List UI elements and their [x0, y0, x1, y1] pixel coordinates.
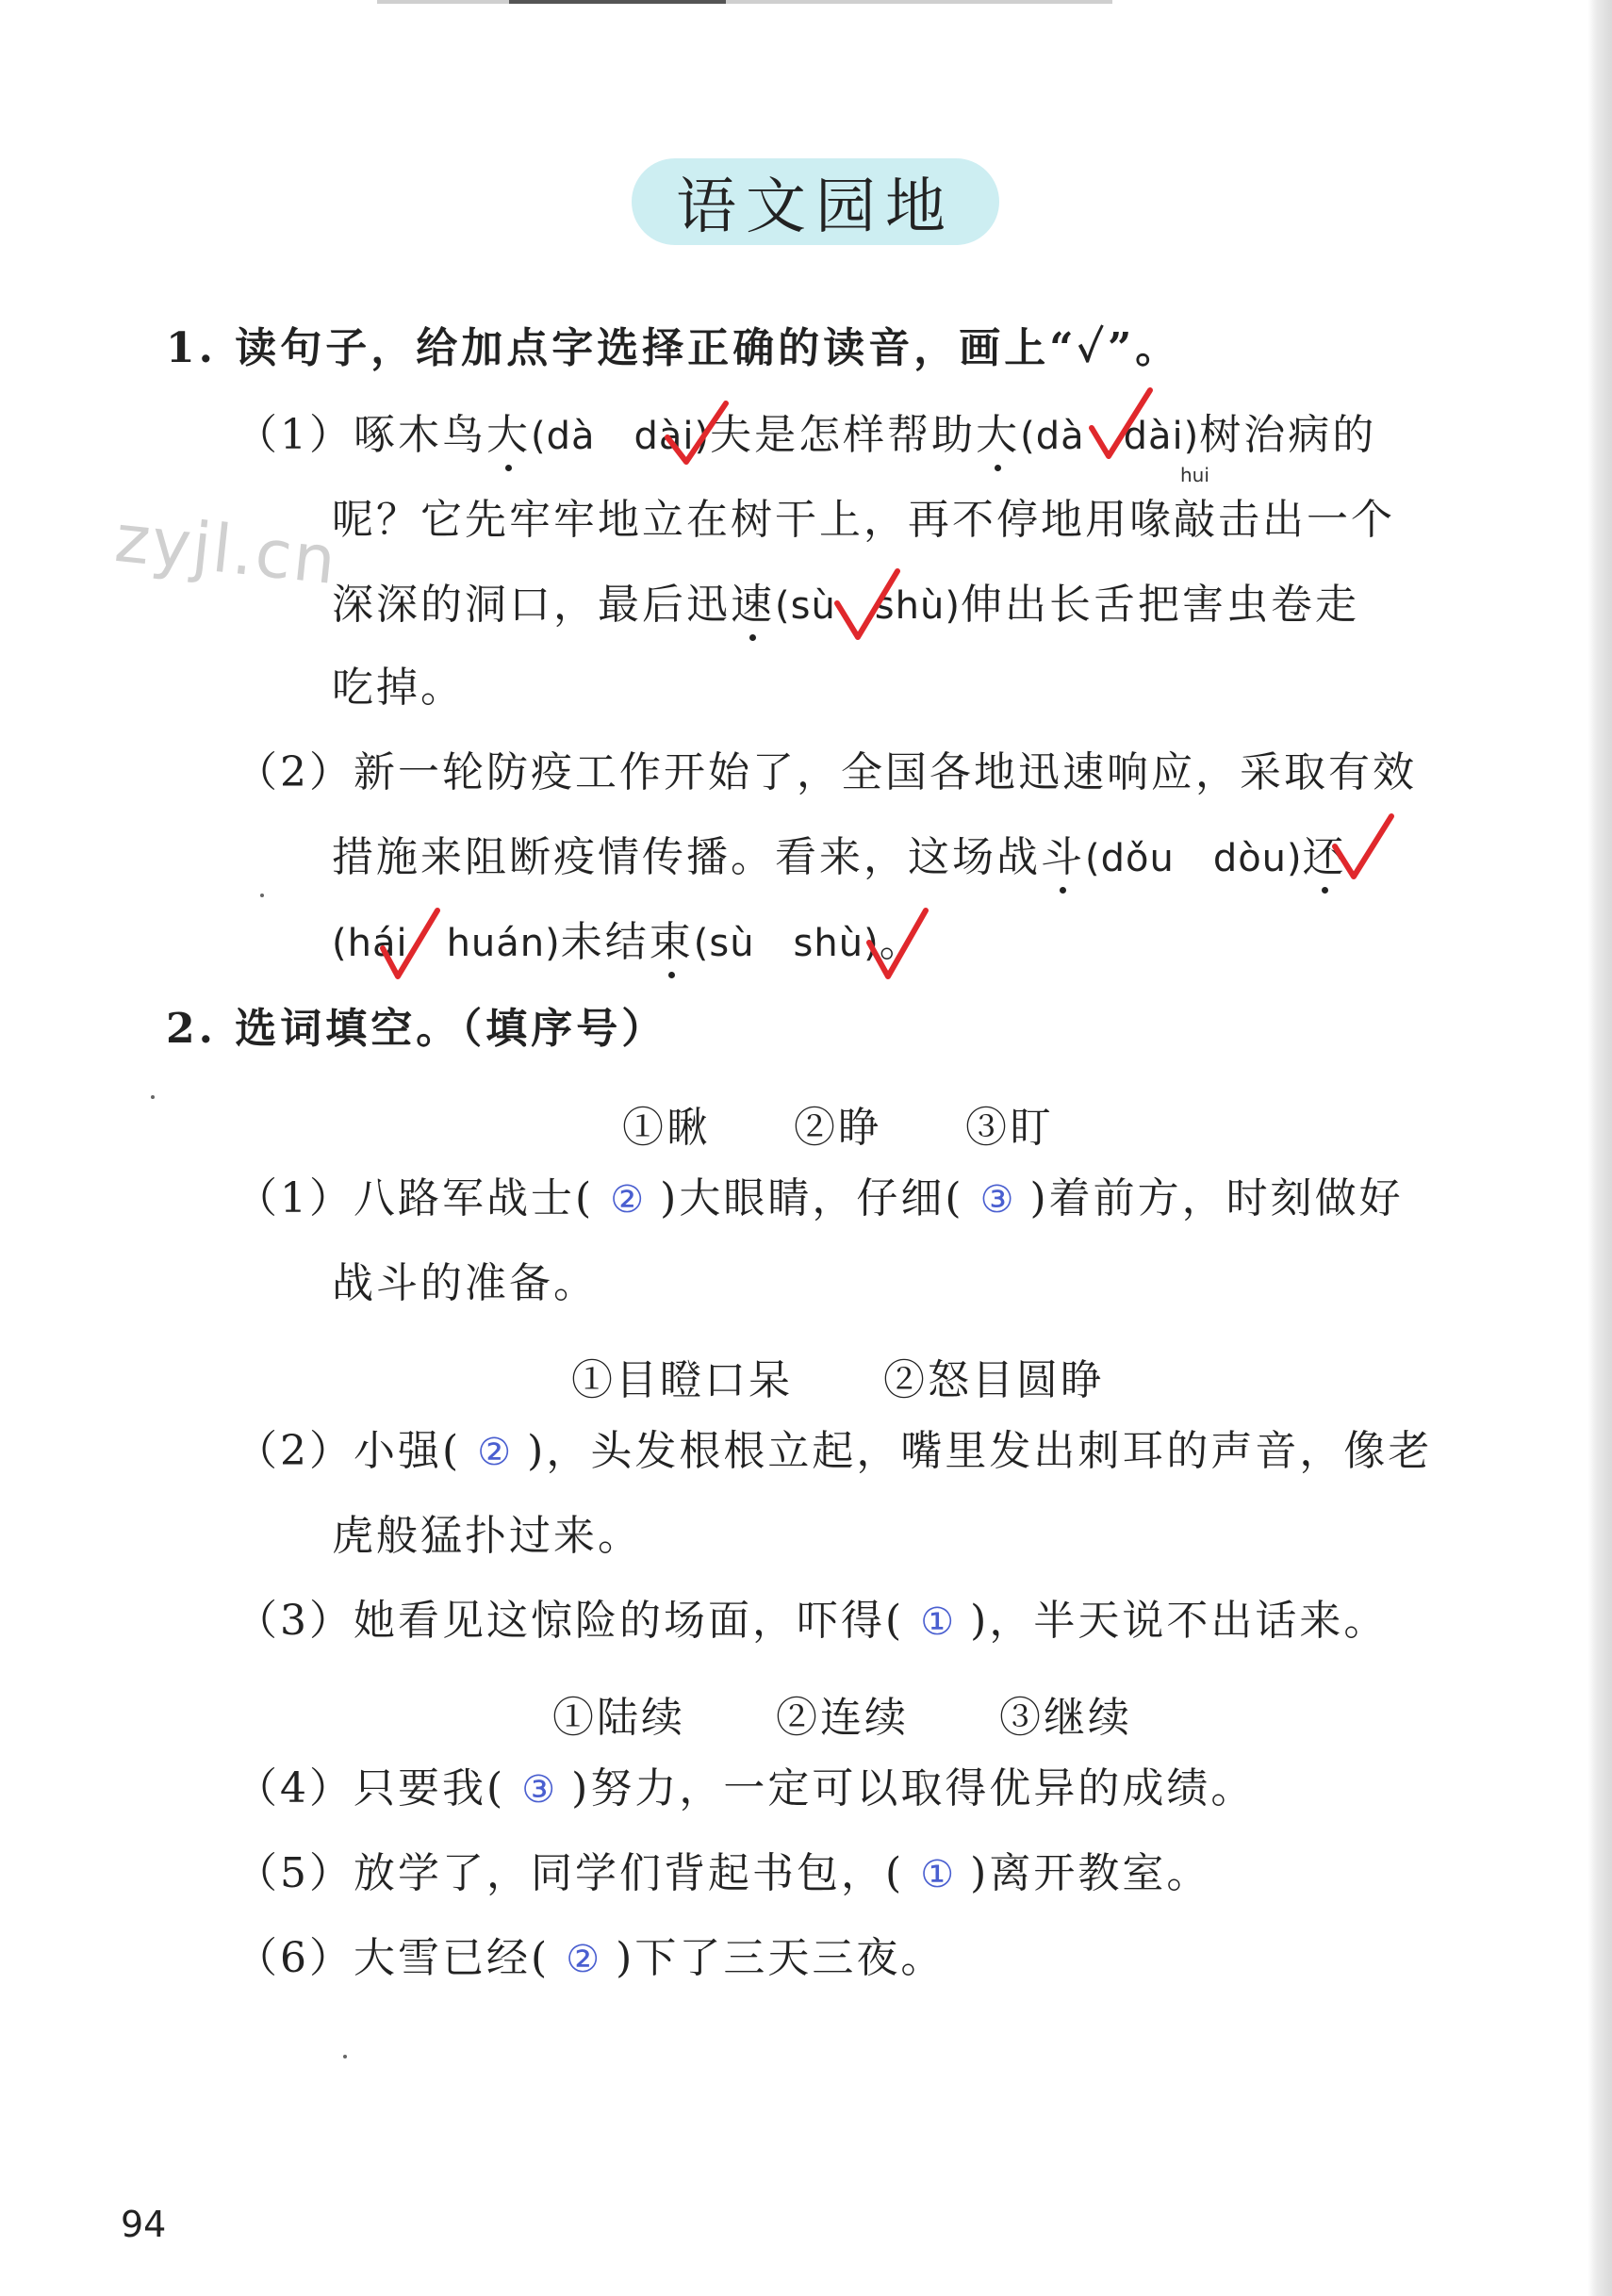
option: ①陆续 — [552, 1694, 685, 1742]
option: ①瞅 — [622, 1104, 711, 1152]
option: ①目瞪口呆 — [571, 1356, 793, 1404]
text: （5）放学了，同学们背起书包，( — [236, 1849, 905, 1897]
text: )着前方，时刻做好 — [1029, 1174, 1404, 1222]
pinyin-hint: hui — [1180, 464, 1209, 486]
text: （1）八路军战士( — [236, 1174, 595, 1222]
answer: ② — [477, 1431, 512, 1474]
q1-p2-line2 — [332, 833, 1347, 881]
word-options-3 — [552, 1683, 1132, 1744]
option: ③盯 — [965, 1104, 1054, 1152]
text: （3）她看见这惊险的场面，吓得( — [236, 1597, 905, 1645]
pinyin-choice: (hái huán) — [332, 922, 561, 965]
check-mark-icon — [375, 905, 447, 986]
answer: ① — [920, 1600, 955, 1644]
pinyin-choice: (sù shù) — [775, 584, 961, 628]
pinyin-choice: (sù shù) — [693, 922, 880, 965]
q2-s2-line1 — [236, 1427, 1433, 1475]
dotted-char: 斗 — [1041, 833, 1085, 881]
text: )下了三天三夜。 — [616, 1934, 946, 1982]
text: 。 — [879, 918, 924, 966]
top-rule-accent — [509, 0, 726, 4]
q2-s3-line1 — [236, 1597, 1389, 1645]
dotted-char: 束 — [649, 918, 694, 966]
text: （6）大雪已经( — [236, 1934, 551, 1982]
word-options-2 — [571, 1346, 1105, 1406]
q1-p1-line2: 呢？它先牢牢地立在树干上，再不停地用喙敲击出一个 — [332, 496, 1395, 544]
text: 未结 — [560, 918, 650, 966]
text: （2）小强( — [236, 1427, 462, 1475]
text: （4）只要我( — [236, 1764, 506, 1812]
check-mark-icon — [862, 905, 933, 986]
answer: ② — [566, 1938, 600, 1981]
answer: ① — [920, 1853, 955, 1896]
text: 夫是怎样帮助 — [710, 411, 977, 459]
text: )，半天说不出话来。 — [970, 1597, 1389, 1645]
question-2-heading: 2. 选词填空。（填序号） — [166, 1005, 667, 1053]
text: )，头发根根立起，嘴里发出刺耳的声音，像老 — [527, 1427, 1433, 1475]
text: 树治病的 — [1199, 411, 1377, 459]
q2-s2-line2: 虎般猛扑过来。 — [332, 1512, 642, 1560]
page-number: 94 — [121, 2204, 167, 2245]
q2-s1-line1 — [236, 1174, 1404, 1222]
speck — [151, 1095, 155, 1099]
dotted-char: 大 — [486, 411, 531, 459]
option: ②睁 — [794, 1104, 882, 1152]
q2-s4 — [236, 1764, 1256, 1812]
option: ②连续 — [776, 1694, 909, 1742]
q1-p1-line4: 吃掉。 — [332, 664, 465, 712]
speck — [260, 894, 264, 897]
check-mark-icon — [1084, 385, 1160, 466]
text: （1）啄木鸟 — [236, 411, 486, 459]
q2-s6 — [236, 1934, 946, 1982]
answer: ③ — [979, 1178, 1014, 1222]
pinyin-choice: (dǒu dòu) — [1085, 837, 1303, 880]
dotted-char: 还 — [1302, 833, 1347, 881]
section-title-banner — [632, 158, 999, 245]
text: )大眼睛，仔细( — [660, 1174, 964, 1222]
text: 措施来阻断疫情传播。看来，这场战 — [332, 833, 1041, 881]
pinyin-choice: (dà dài) — [531, 415, 711, 458]
pinyin-choice: (dà dài) — [1020, 415, 1200, 458]
q2-s1-line2: 战斗的准备。 — [332, 1259, 598, 1307]
answer: ③ — [521, 1768, 556, 1812]
text: 深深的洞口，最后迅 — [332, 581, 731, 629]
text: )努力，一定可以取得优异的成绩。 — [571, 1764, 1256, 1812]
check-mark-icon — [830, 566, 905, 647]
q1-p2-line1: （2）新一轮防疫工作开始了，全国各地迅速响应，采取有效 — [236, 748, 1417, 796]
check-mark-icon — [660, 396, 735, 471]
page-edge — [1587, 0, 1612, 2296]
dotted-char: 速 — [731, 581, 775, 629]
speck — [343, 2055, 347, 2058]
watermark: zyjl.cn — [111, 499, 341, 600]
option: ②怒目圆睁 — [883, 1356, 1105, 1404]
q1-p1-line1 — [236, 411, 1377, 459]
question-1-heading: 1. 读句子，给加点字选择正确的读音，画上“✓”。 — [166, 324, 1181, 372]
section-title: 语文园地 — [676, 172, 955, 242]
word-options-1 — [622, 1093, 1054, 1154]
check-mark-icon — [1327, 811, 1399, 886]
text: )离开教室。 — [970, 1849, 1211, 1897]
top-rule — [377, 0, 1112, 4]
dotted-char: 大 — [976, 411, 1021, 459]
text: 伸出长舌把害虫卷走 — [960, 581, 1359, 629]
answer: ② — [610, 1178, 645, 1222]
option: ③继续 — [999, 1694, 1132, 1742]
q2-s5 — [236, 1849, 1211, 1897]
